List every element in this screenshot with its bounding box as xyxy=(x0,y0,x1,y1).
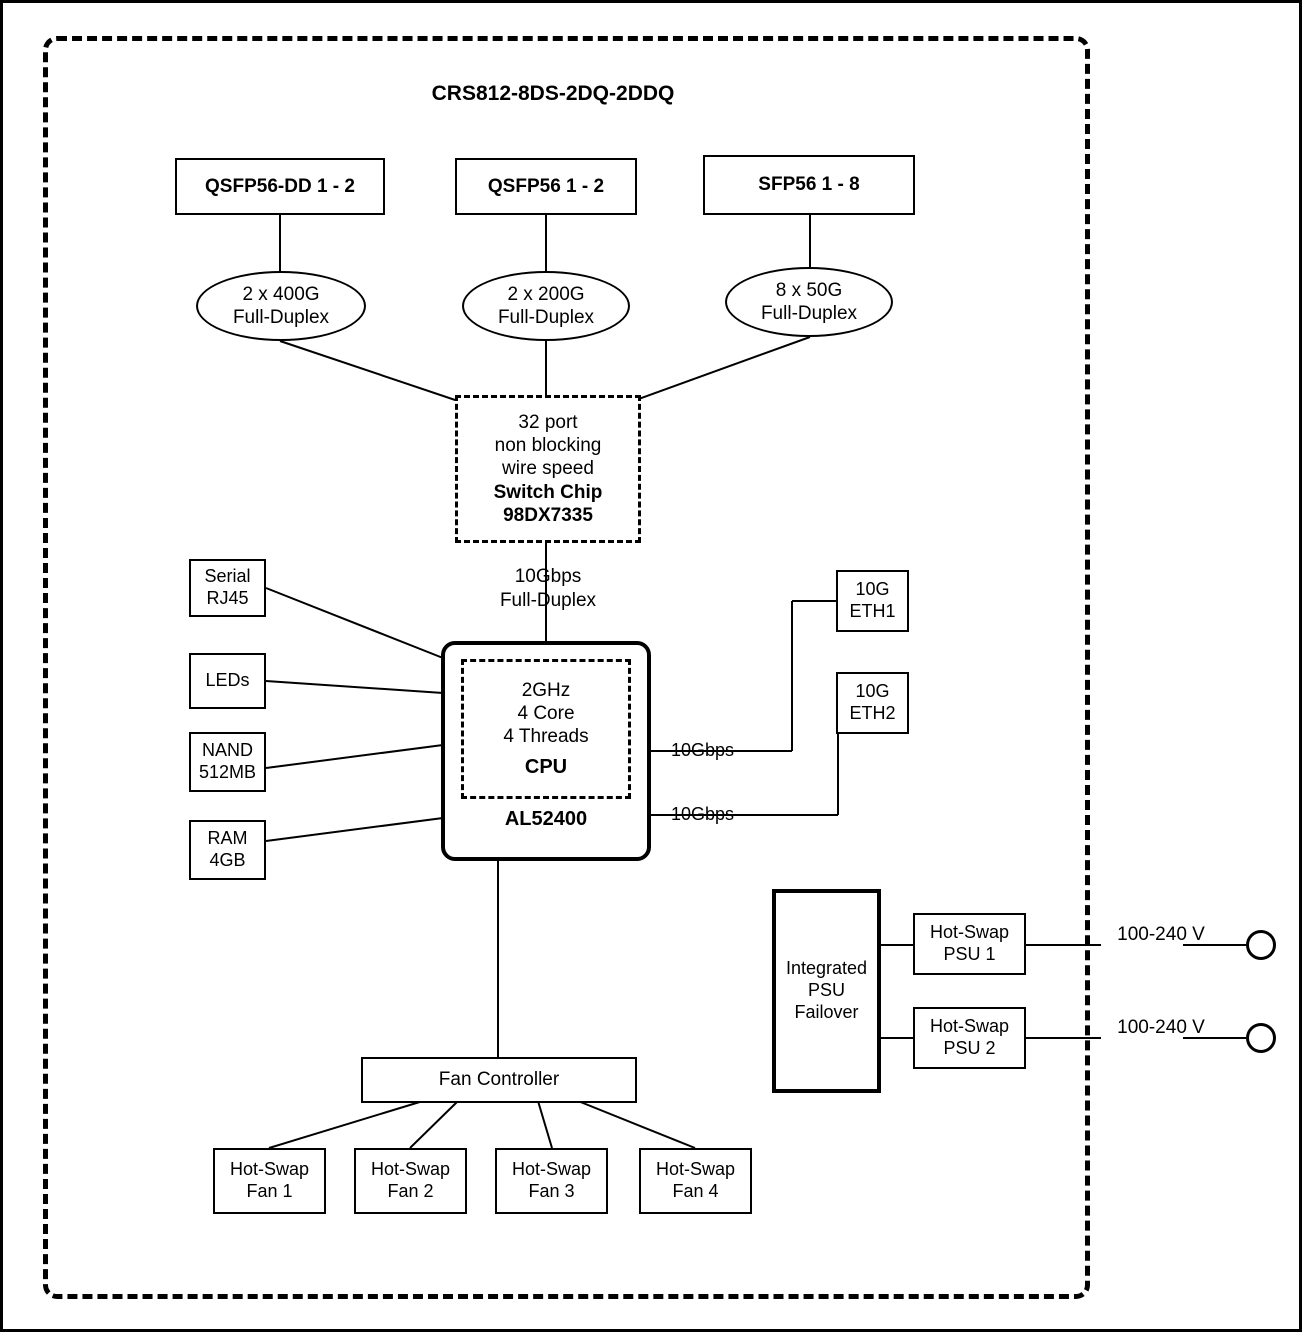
peripheral-line-2: RJ45 xyxy=(206,588,249,608)
cpu-line-1: 2GHz xyxy=(521,680,571,702)
peripheral-line-2: 512MB xyxy=(198,762,257,782)
eth1-link-label: 10Gbps xyxy=(671,740,735,760)
fan-line-1: Hot-Swap xyxy=(370,1159,451,1180)
speed-ellipse-200g xyxy=(462,271,630,341)
switch-chip-block xyxy=(455,395,641,543)
fan-line-2: Fan 2 xyxy=(387,1181,434,1201)
port-block-qsfp56-dd xyxy=(175,158,385,215)
diagram-title: CRS812-8DS-2DQ-2DDQ xyxy=(431,82,675,105)
switch-cpu-link-label xyxy=(473,565,623,613)
hot-swap-psu-2 xyxy=(913,1007,1026,1069)
fan-line-1: Hot-Swap xyxy=(655,1159,736,1180)
link-line-1: 10Gbps xyxy=(514,566,582,587)
fan-line-2: Fan 1 xyxy=(246,1181,293,1201)
peripheral-leds xyxy=(189,653,266,709)
speed-line-1: 8 x 50G xyxy=(775,279,843,301)
hot-swap-fan-2 xyxy=(354,1148,467,1214)
peripheral-line-1: RAM xyxy=(207,828,248,849)
mains-terminal-2-icon xyxy=(1246,1023,1276,1053)
eth-line-1: 10G xyxy=(855,681,890,702)
cpu-line-3: 4 Threads xyxy=(503,726,589,748)
hot-swap-fan-1 xyxy=(213,1148,326,1214)
switch-chip-model: 98DX7335 xyxy=(503,504,593,526)
speed-line-2: Full-Duplex xyxy=(232,307,330,328)
switch-chip-line-2: non blocking xyxy=(494,435,602,457)
cpu-package xyxy=(441,641,651,861)
fan-line-1: Hot-Swap xyxy=(229,1159,310,1180)
psu-failover-line-3: Failover xyxy=(794,1001,859,1022)
psu-line-2: PSU 1 xyxy=(943,944,996,964)
hot-swap-fan-3 xyxy=(495,1148,608,1214)
port-label: SFP56 1 - 8 xyxy=(758,174,860,196)
speed-line-2: Full-Duplex xyxy=(497,307,595,328)
speed-ellipse-50g xyxy=(725,267,893,337)
peripheral-ram xyxy=(189,820,266,880)
cpu-line-2: 4 Core xyxy=(517,703,575,725)
eth-port-eth2 xyxy=(836,672,909,734)
port-block-sfp56 xyxy=(703,155,915,215)
cpu-core-block xyxy=(461,659,631,799)
link-line-2: Full-Duplex xyxy=(499,589,597,611)
switch-chip-line-1: 32 port xyxy=(518,412,578,434)
speed-line-2: Full-Duplex xyxy=(760,303,858,324)
mains-terminal-1-icon xyxy=(1246,930,1276,960)
fan-line-2: Fan 3 xyxy=(528,1181,575,1201)
peripheral-line-1: LEDs xyxy=(205,670,250,691)
switch-chip-line-4: Switch Chip xyxy=(493,481,603,503)
speed-ellipse-400g xyxy=(196,271,366,341)
eth-line-1: 10G xyxy=(855,579,890,600)
eth-line-2: ETH2 xyxy=(849,703,896,723)
psu2-input-voltage: 100-240 V xyxy=(1117,1017,1205,1038)
cpu-model: AL52400 xyxy=(504,808,588,830)
peripheral-line-1: Serial xyxy=(204,566,251,587)
eth-line-2: ETH1 xyxy=(849,601,896,621)
speed-line-1: 2 x 200G xyxy=(507,283,585,305)
speed-line-1: 2 x 400G xyxy=(242,283,320,305)
peripheral-serial-rj45 xyxy=(189,559,266,617)
port-label: QSFP56 1 - 2 xyxy=(487,175,605,197)
psu1-input-voltage: 100-240 V xyxy=(1117,924,1205,945)
fan-controller-label: Fan Controller xyxy=(438,1069,560,1091)
psu-failover-line-2: PSU xyxy=(807,980,845,1001)
fan-line-1: Hot-Swap xyxy=(511,1159,592,1180)
psu-line-1: Hot-Swap xyxy=(929,1016,1010,1037)
integrated-psu-failover xyxy=(772,889,881,1093)
psu-line-1: Hot-Swap xyxy=(929,922,1010,943)
switch-chip-line-3: wire speed xyxy=(502,458,594,480)
fan-controller xyxy=(361,1057,637,1103)
peripheral-nand xyxy=(189,732,266,792)
psu-line-2: PSU 2 xyxy=(943,1038,996,1058)
peripheral-line-1: NAND xyxy=(201,740,253,761)
psu-failover-line-1: Integrated xyxy=(785,958,868,979)
hot-swap-fan-4 xyxy=(639,1148,752,1214)
fan-line-2: Fan 4 xyxy=(672,1181,719,1201)
eth-port-eth1 xyxy=(836,570,909,632)
cpu-label: CPU xyxy=(524,755,568,778)
peripheral-line-2: 4GB xyxy=(209,850,246,870)
port-label: QSFP56-DD 1 - 2 xyxy=(205,175,355,197)
hot-swap-psu-1 xyxy=(913,913,1026,975)
eth2-link-label: 10Gbps xyxy=(671,804,735,824)
port-block-qsfp56 xyxy=(455,158,637,215)
